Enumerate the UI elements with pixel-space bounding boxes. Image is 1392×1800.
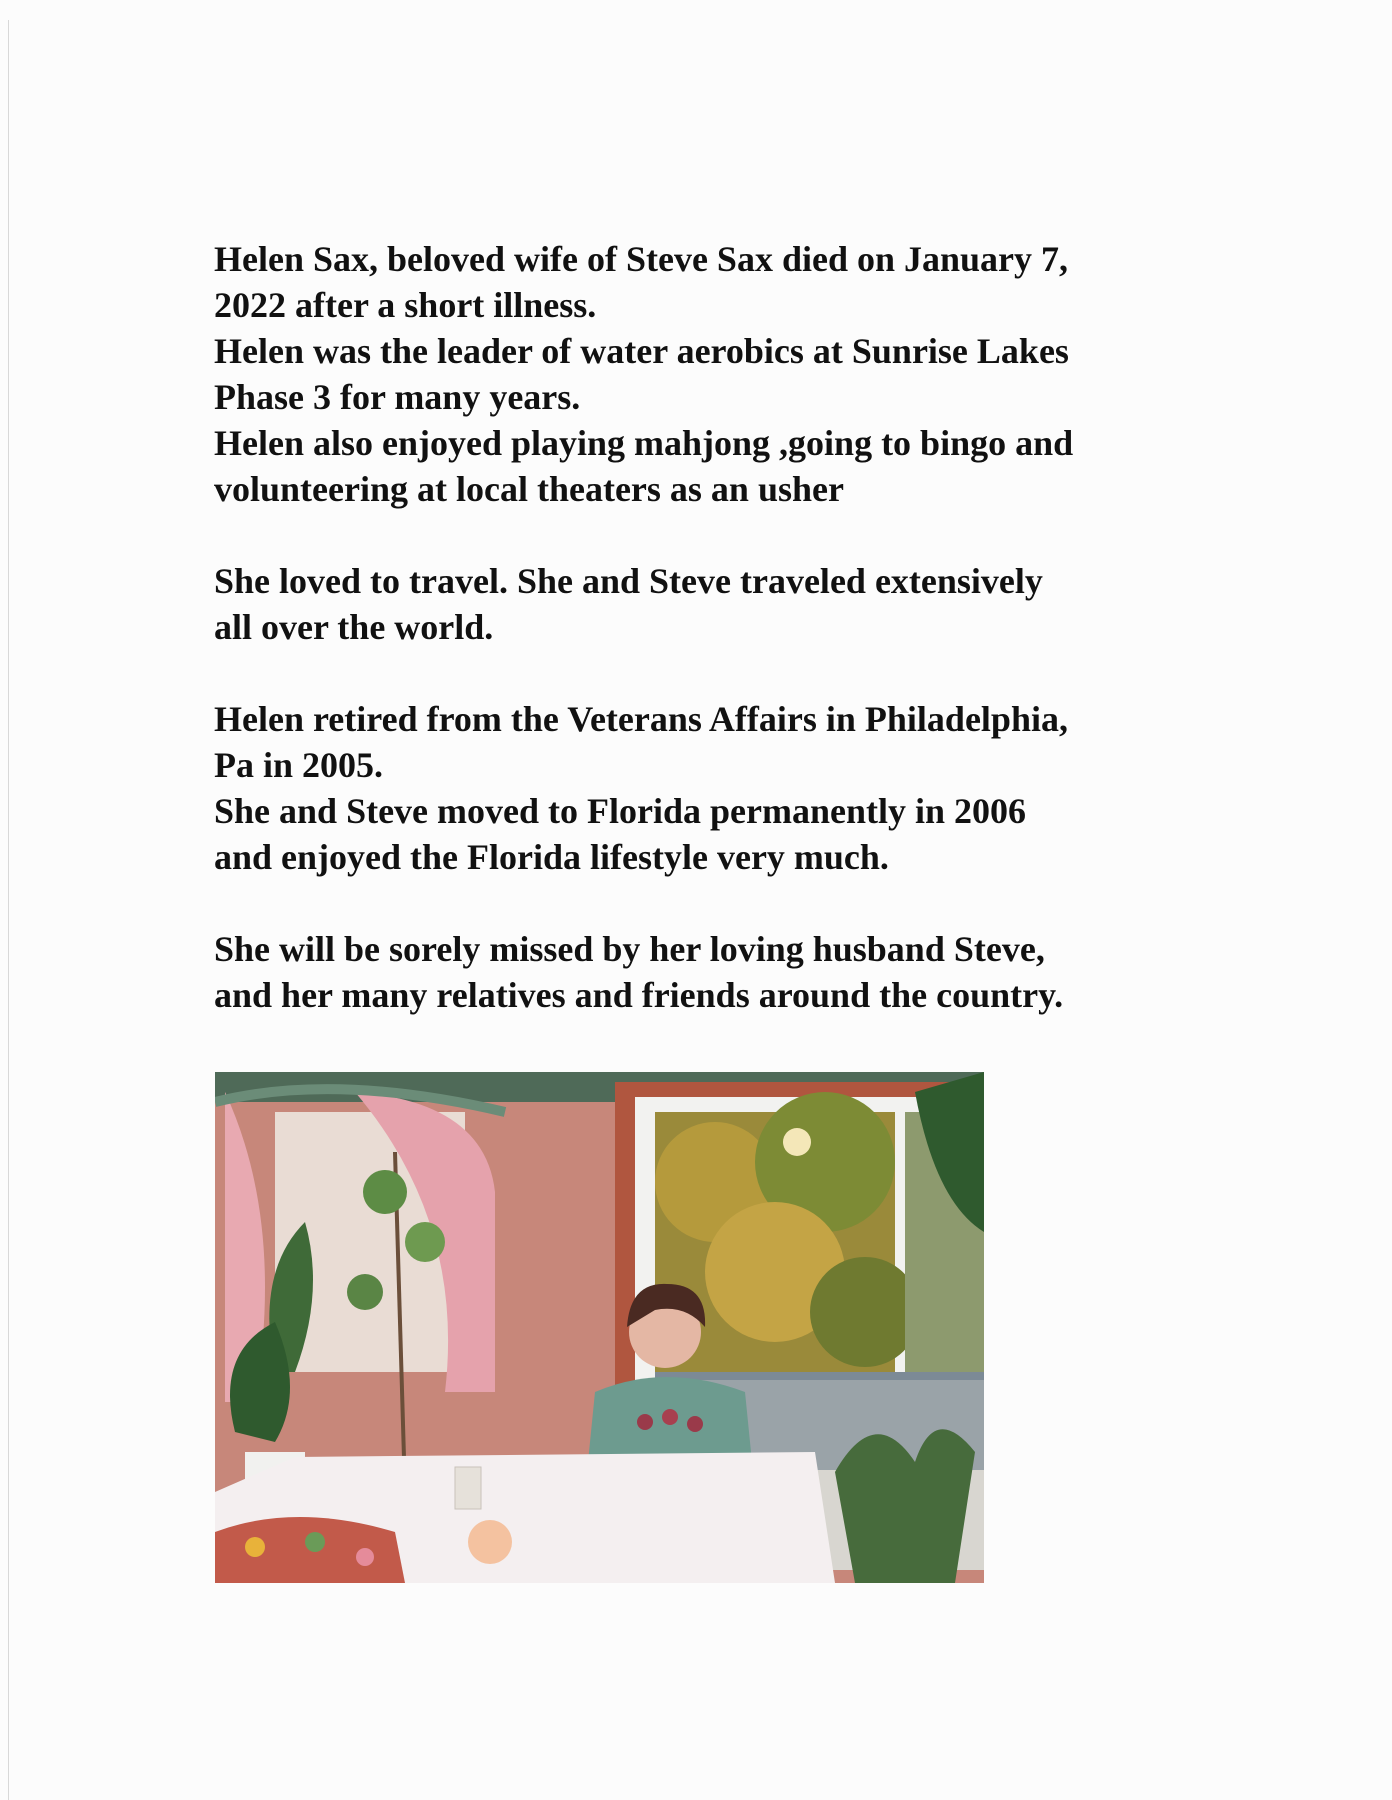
placemat-flower — [305, 1532, 325, 1552]
text-line: Phase 3 for many years. — [214, 377, 581, 417]
foliage — [363, 1170, 407, 1214]
text-line: She will be sorely missed by her loving husband Steve, — [214, 929, 1045, 969]
text-line: 2022 after a short illness. — [214, 285, 597, 325]
glass-cup — [455, 1467, 481, 1509]
sweater-flower — [662, 1409, 678, 1425]
sweater-flower — [637, 1414, 653, 1430]
sweater-flower — [687, 1416, 703, 1432]
paragraph-missed — [214, 926, 1214, 1018]
text-line: Helen also enjoyed playing mahjong ,going to bingo and — [214, 423, 1074, 463]
text-line: all over the world. — [214, 607, 494, 647]
scan-edge-line — [8, 20, 9, 1800]
text-line: Helen Sax, beloved wife of Steve Sax died on January 7, — [214, 239, 1069, 279]
placemat-flower — [245, 1537, 265, 1557]
foliage — [810, 1257, 920, 1367]
text-line: Helen was the leader of water aerobics at Sunrise Lakes — [214, 331, 1069, 371]
pumpkin-decor — [468, 1520, 512, 1564]
paragraph-travel — [214, 558, 1214, 650]
text-line: Pa in 2005. — [214, 745, 384, 785]
paragraph-retirement — [214, 696, 1214, 880]
text-line: She loved to travel. She and Steve traveled extensively — [214, 561, 1043, 601]
text-line: Helen retired from the Veterans Affairs in Philadelphia, — [214, 699, 1068, 739]
foliage — [347, 1274, 383, 1310]
text-line: volunteering at local theaters as an usher — [214, 469, 844, 509]
foliage — [405, 1222, 445, 1262]
ceiling-lamp — [783, 1128, 811, 1156]
paragraph-intro — [214, 236, 1214, 512]
text-line: and enjoyed the Florida lifestyle very much. — [214, 837, 889, 877]
deck-railing — [655, 1372, 984, 1380]
floor-plant — [835, 1429, 975, 1583]
obituary-text — [214, 236, 1214, 1018]
photo-illustration — [215, 1072, 984, 1583]
placemat-flower — [356, 1548, 374, 1566]
memorial-photo — [215, 1072, 984, 1583]
text-line: and her many relatives and friends around the country. — [214, 975, 1064, 1015]
text-line: She and Steve moved to Florida permanently in 2006 — [214, 791, 1027, 831]
